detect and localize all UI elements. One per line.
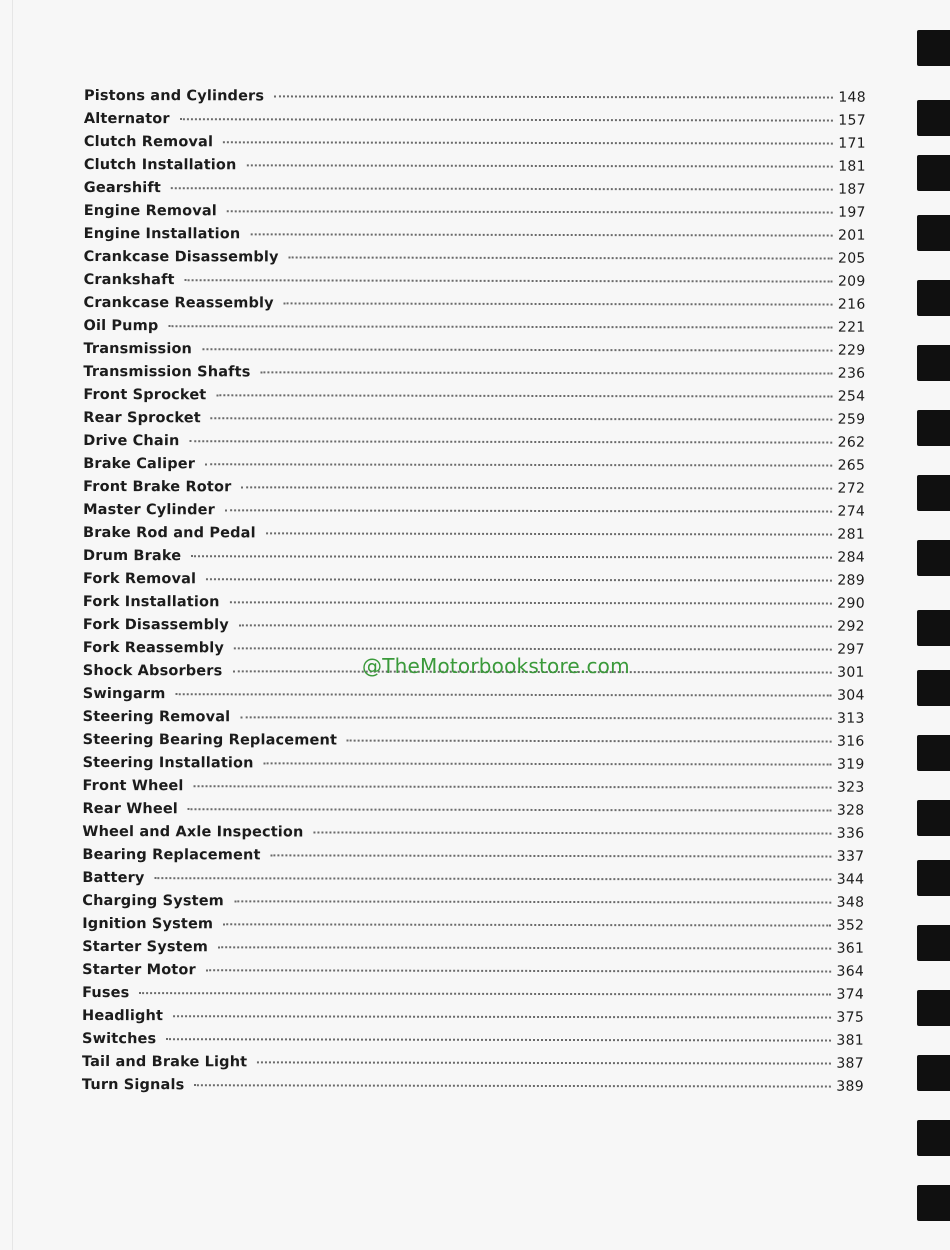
- toc-entry: [84, 295, 866, 320]
- binding-hole: [917, 735, 950, 771]
- toc-leader-dots: [257, 1061, 831, 1064]
- toc-entry-page-number: 281: [837, 526, 866, 543]
- toc-entry-title: Drive Chain: [83, 432, 180, 450]
- toc-entry-page-number: 284: [837, 549, 866, 566]
- toc-entry-title: Front Sprocket: [83, 386, 207, 404]
- toc-entry: [83, 479, 865, 504]
- toc-entry-page-number: 274: [837, 503, 866, 520]
- toc-entry-page-number: 289: [837, 572, 865, 589]
- toc-entry-page-number: 292: [837, 618, 865, 635]
- binding-hole: [917, 100, 950, 136]
- toc-entry-page-number: 387: [836, 1055, 864, 1072]
- toc-entry: [82, 962, 864, 987]
- toc-entry-page-number: 319: [836, 756, 865, 773]
- toc-leader-dots: [139, 992, 831, 995]
- binding-hole: [917, 990, 950, 1026]
- toc-entry-title: Master Cylinder: [83, 501, 215, 519]
- toc-entry-title: Shock Absorbers: [82, 662, 223, 680]
- toc-entry-page-number: 221: [837, 319, 866, 336]
- toc-leader-dots: [266, 532, 833, 535]
- toc-entry-page-number: 181: [838, 158, 866, 175]
- toc-leader-dots: [241, 486, 832, 489]
- toc-entry: [83, 709, 865, 734]
- toc-leader-dots: [202, 348, 833, 351]
- toc-entry-title: Gearshift: [83, 179, 161, 197]
- toc-entry-page-number: 201: [838, 227, 866, 244]
- toc-entry: [83, 318, 865, 343]
- toc-entry-title: Engine Installation: [83, 225, 241, 243]
- toc-entry-title: Swingarm: [82, 685, 166, 703]
- toc-leader-dots: [264, 762, 832, 765]
- toc-leader-dots: [218, 946, 832, 949]
- toc-entry-page-number: 381: [836, 1032, 865, 1049]
- toc-entry: [84, 111, 866, 136]
- toc-entry-page-number: 375: [836, 1009, 865, 1026]
- toc-entry-title: Brake Caliper: [83, 455, 196, 473]
- toc-leader-dots: [247, 164, 834, 167]
- toc-entry: [83, 594, 865, 619]
- binding-hole: [917, 610, 950, 646]
- toc-entry: [84, 157, 866, 182]
- toc-entry-title: Turn Signals: [81, 1076, 185, 1094]
- toc-entry-page-number: 197: [838, 204, 866, 221]
- toc-entry-title: Fork Reassembly: [82, 639, 225, 657]
- binding-hole: [917, 345, 950, 381]
- toc-entry-page-number: 187: [838, 181, 866, 198]
- toc-leader-dots: [250, 233, 833, 236]
- toc-leader-dots: [189, 440, 832, 443]
- toc-entry-title: Engine Removal: [83, 202, 217, 220]
- toc-entry: [84, 134, 866, 159]
- binding-hole: [917, 155, 950, 191]
- toc-entry: [82, 1077, 864, 1102]
- toc-entry-page-number: 236: [837, 365, 866, 382]
- toc-leader-dots: [271, 854, 832, 857]
- toc-entry-page-number: 205: [838, 250, 866, 267]
- toc-leader-dots: [206, 969, 832, 972]
- toc-entry-title: Oil Pump: [83, 317, 159, 335]
- toc-entry: [84, 88, 866, 113]
- toc-leader-dots: [234, 900, 832, 903]
- toc-entry: [83, 502, 865, 527]
- page-edge: [12, 0, 13, 1250]
- toc-entry-page-number: 361: [836, 940, 865, 957]
- toc-leader-dots: [230, 601, 833, 604]
- toc-entry-page-number: 374: [836, 986, 865, 1003]
- toc-entry-page-number: 352: [836, 917, 865, 934]
- toc-entry: [83, 755, 865, 780]
- toc-entry-page-number: 323: [836, 779, 865, 796]
- toc-entry-page-number: 348: [836, 894, 865, 911]
- toc-leader-dots: [314, 831, 832, 834]
- toc-leader-dots: [261, 371, 833, 374]
- toc-entry-page-number: 262: [837, 434, 866, 451]
- toc-entry: [83, 410, 865, 435]
- toc-entry-title: Fork Removal: [82, 570, 197, 588]
- toc-leader-dots: [216, 394, 832, 397]
- toc-entry-title: Crankcase Reassembly: [83, 294, 274, 312]
- toc-entry-title: Starter System: [82, 938, 208, 956]
- toc-entry-title: Crankcase Disassembly: [83, 248, 279, 266]
- toc-leader-dots: [173, 1015, 831, 1018]
- binding-hole: [917, 800, 950, 836]
- toc-entry: [84, 226, 866, 251]
- toc-entry-title: Fork Installation: [82, 593, 220, 611]
- binding-hole: [917, 670, 950, 706]
- binding-hole: [917, 280, 950, 316]
- toc-entry: [82, 824, 864, 849]
- toc-entry-page-number: 209: [837, 273, 866, 290]
- toc-entry: [83, 548, 865, 573]
- toc-entry: [82, 939, 864, 964]
- spiral-binding: [917, 0, 950, 1250]
- toc-leader-dots: [211, 417, 833, 420]
- toc-entry-title: Wheel and Axle Inspection: [82, 823, 304, 841]
- binding-hole: [917, 540, 950, 576]
- toc-entry-page-number: 304: [837, 687, 865, 704]
- binding-hole: [917, 1120, 950, 1156]
- toc-leader-dots: [185, 279, 833, 282]
- toc-entry-page-number: 259: [837, 411, 866, 428]
- toc-entry: [83, 341, 865, 366]
- toc-entry-page-number: 344: [836, 871, 865, 888]
- toc-entry: [83, 364, 865, 389]
- toc-leader-dots: [155, 877, 832, 880]
- toc-entry-page-number: 254: [837, 388, 866, 405]
- toc-entry-page-number: 313: [837, 710, 865, 727]
- toc-entry: [83, 433, 865, 458]
- toc-entry-title: Clutch Installation: [83, 156, 237, 174]
- toc-entry-title: Fuses: [82, 984, 130, 1002]
- toc-entry-title: Brake Rod and Pedal: [83, 524, 256, 542]
- toc-entry-title: Ignition System: [82, 915, 214, 933]
- toc-entry: [82, 801, 864, 826]
- toc-entry-page-number: 216: [837, 296, 866, 313]
- watermark-text: @TheMotorbookstore.com: [362, 654, 630, 678]
- toc-entry: [84, 180, 866, 205]
- toc-entry: [82, 870, 864, 895]
- toc-leader-dots: [188, 808, 832, 811]
- toc-entry: [84, 203, 866, 228]
- toc-entry-title: Tail and Brake Light: [81, 1053, 248, 1071]
- table-of-contents: [82, 88, 866, 1102]
- toc-entry: [82, 1054, 864, 1079]
- toc-entry-page-number: 301: [837, 664, 865, 681]
- toc-entry: [82, 893, 864, 918]
- toc-entry-title: Steering Installation: [82, 754, 254, 772]
- toc-entry-title: Bearing Replacement: [82, 846, 261, 864]
- toc-entry-title: Steering Removal: [82, 708, 231, 726]
- toc-leader-dots: [166, 1038, 831, 1041]
- toc-entry-page-number: 171: [838, 135, 866, 152]
- toc-entry-page-number: 389: [836, 1078, 864, 1095]
- toc-leader-dots: [206, 578, 832, 581]
- toc-entry-page-number: 336: [836, 825, 865, 842]
- toc-entry-page-number: 272: [837, 480, 866, 497]
- toc-entry-title: Transmission Shafts: [83, 363, 251, 381]
- toc-leader-dots: [168, 325, 832, 328]
- toc-entry-page-number: 316: [836, 733, 865, 750]
- toc-entry: [83, 617, 865, 642]
- toc-entry: [83, 732, 865, 757]
- toc-entry: [83, 456, 865, 481]
- toc-entry: [84, 249, 866, 274]
- toc-leader-dots: [194, 785, 832, 788]
- toc-entry: [83, 387, 865, 412]
- toc-leader-dots: [171, 187, 833, 190]
- toc-leader-dots: [289, 256, 833, 259]
- toc-leader-dots: [225, 509, 833, 512]
- toc-leader-dots: [347, 740, 832, 743]
- binding-hole: [917, 215, 950, 251]
- toc-leader-dots: [175, 693, 832, 696]
- toc-leader-dots: [227, 210, 833, 213]
- binding-hole: [917, 410, 950, 446]
- toc-entry-title: Starter Motor: [82, 961, 196, 979]
- binding-hole: [917, 30, 950, 66]
- toc-leader-dots: [240, 716, 832, 719]
- binding-hole: [917, 1055, 950, 1091]
- toc-leader-dots: [274, 95, 833, 98]
- toc-entry-title: Front Wheel: [82, 777, 184, 795]
- toc-entry-title: Clutch Removal: [83, 133, 214, 151]
- toc-leader-dots: [234, 647, 832, 650]
- toc-entry-title: Transmission: [83, 340, 193, 358]
- toc-leader-dots: [194, 1084, 831, 1087]
- toc-entry: [83, 778, 865, 803]
- toc-entry-title: Rear Wheel: [82, 800, 178, 818]
- toc-entry-title: Pistons and Cylinders: [83, 88, 265, 105]
- toc-leader-dots: [191, 555, 832, 558]
- toc-entry-page-number: 148: [838, 89, 866, 106]
- toc-entry: [83, 571, 865, 596]
- toc-entry: [83, 686, 865, 711]
- toc-entry-title: Drum Brake: [83, 547, 182, 565]
- toc-leader-dots: [180, 118, 834, 121]
- toc-entry: [84, 272, 866, 297]
- toc-entry-title: Front Brake Rotor: [83, 478, 232, 496]
- toc-leader-dots: [239, 624, 832, 627]
- binding-hole: [917, 860, 950, 896]
- toc-entry: [82, 985, 864, 1010]
- toc-leader-dots: [205, 463, 833, 466]
- toc-entry: [82, 1008, 864, 1033]
- toc-entry-page-number: 229: [837, 342, 866, 359]
- toc-entry-title: Switches: [81, 1030, 157, 1048]
- toc-leader-dots: [284, 302, 833, 305]
- toc-entry-page-number: 265: [837, 457, 866, 474]
- toc-leader-dots: [223, 141, 833, 144]
- toc-entry-title: Headlight: [82, 1007, 164, 1025]
- toc-entry-title: Rear Sprocket: [83, 409, 201, 427]
- toc-entry-page-number: 297: [837, 641, 865, 658]
- toc-entry-page-number: 157: [838, 112, 866, 129]
- toc-leader-dots: [223, 923, 831, 926]
- toc-entry-title: Fork Disassembly: [82, 616, 229, 634]
- toc-entry: [83, 525, 865, 550]
- toc-entry-title: Alternator: [83, 110, 170, 128]
- binding-hole: [917, 925, 950, 961]
- toc-entry-title: Steering Bearing Replacement: [82, 731, 338, 749]
- toc-entry: [82, 916, 864, 941]
- binding-hole: [917, 1185, 950, 1221]
- toc-entry-title: Battery: [82, 869, 145, 887]
- toc-entry-page-number: 364: [836, 963, 865, 980]
- toc-entry: [82, 847, 864, 872]
- toc-entry-page-number: 328: [836, 802, 865, 819]
- toc-entry: [82, 1031, 864, 1056]
- toc-entry-page-number: 337: [836, 848, 865, 865]
- toc-entry-title: Crankshaft: [83, 271, 175, 289]
- toc-entry-title: Charging System: [82, 892, 224, 910]
- binding-hole: [917, 475, 950, 511]
- toc-entry-page-number: 290: [837, 595, 865, 612]
